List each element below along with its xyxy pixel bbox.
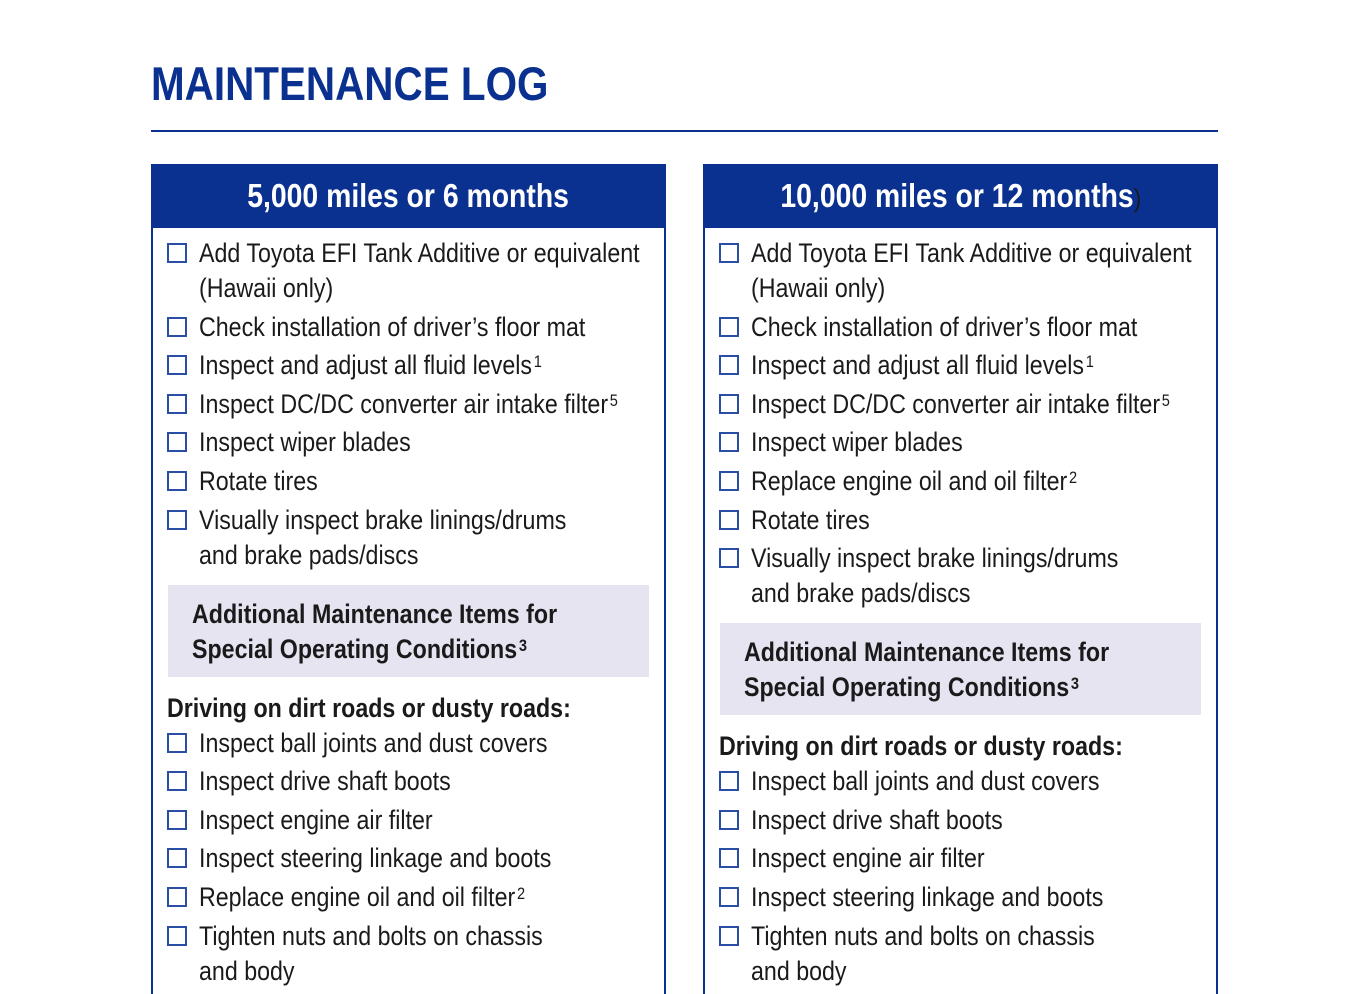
checklist-item[interactable] [167,764,650,799]
column-body [153,228,664,989]
checkbox[interactable] [719,432,739,452]
checklist-item-label: Inspect DC/DC converter air intake filter [199,388,609,419]
special-conditions-banner [720,623,1201,715]
checklist-item-label: Inspect drive shaft boots [751,804,1003,835]
checkbox[interactable] [719,810,739,830]
checkbox[interactable] [719,394,739,414]
checklist-item-text [199,348,598,383]
checklist-item-label: Inspect steering linkage and boots [199,843,552,874]
checklist-item-label: Add Toyota EFI Tank Additive or equivalent [199,238,640,268]
footnote-marker: 2 [516,883,526,903]
special-banner-line2: Special Operating Conditions [192,633,518,664]
checklist-item-label: Check installation of driver’s floor mat [199,311,586,342]
checklist-item[interactable] [167,503,650,573]
checkbox[interactable] [719,548,739,568]
checklist-item[interactable] [719,841,1202,876]
checklist-item[interactable] [719,764,1202,799]
checkbox[interactable] [167,810,187,830]
checklist-item[interactable] [167,236,650,306]
checklist-item-label: Inspect DC/DC converter air intake filter [751,388,1161,419]
checklist-item-label: Inspect ball joints and dust covers [751,766,1100,797]
checklist-item-text [751,880,1161,915]
checklist-item-text [199,387,686,422]
checkbox[interactable] [167,733,187,753]
checklist-item-text [751,348,1150,383]
checklist-item-text [199,503,626,573]
checklist-item-text [751,764,1156,799]
checklist-item-label: Check installation of driver’s floor mat [751,311,1138,342]
footnote-marker: 3 [1070,674,1079,694]
checklist-item-label: Tighten nuts and bolts on chassis [751,920,1095,951]
maintenance-checklist [167,236,650,573]
column-body [705,228,1216,989]
checklist-item[interactable] [719,503,1202,538]
special-conditions-banner [168,585,649,677]
dusty-roads-subheading: Driving on dirt roads or dusty roads: [719,731,1123,762]
checklist-item-label: Inspect ball joints and dust covers [199,727,548,758]
checklist-item[interactable] [167,919,650,989]
checklist-item-label: Inspect engine air filter [751,843,985,874]
checklist-item-label: Inspect engine air filter [199,804,433,835]
checkbox[interactable] [719,355,739,375]
checklist-item[interactable] [167,425,650,460]
checklist-item-label: Tighten nuts and bolts on chassis [199,920,543,951]
checklist-item-label: and brake pads/discs [751,578,971,609]
checklist-item[interactable] [719,310,1202,345]
header-trailing-mark: ) [1133,183,1141,213]
checklist-item-text [751,803,1044,838]
checklist-item-text [199,841,609,876]
checklist-item[interactable] [719,425,1202,460]
checkbox[interactable] [719,926,739,946]
special-banner-line2: Special Operating Conditions [744,672,1070,703]
checklist-item-text [199,425,445,460]
column-5000-miles [151,164,666,994]
column-header-label: 10,000 miles or 12 months [780,177,1134,214]
checkbox[interactable] [719,471,739,491]
footnote-marker: 2 [1068,467,1078,487]
dusty-roads-checklist [167,726,650,989]
checkbox[interactable] [167,355,187,375]
checkbox[interactable] [719,243,739,263]
checklist-item-label: Inspect steering linkage and boots [751,881,1104,912]
checkbox[interactable] [167,510,187,530]
checklist-item-text [199,236,711,306]
checklist-item-label: Replace engine oil and oil filter [751,465,1068,496]
checklist-item-label: Inspect wiper blades [199,427,411,458]
checklist-item[interactable] [719,541,1202,611]
checklist-item-text [751,503,889,538]
checklist-item-label: Inspect wiper blades [751,427,963,458]
checkbox[interactable] [167,432,187,452]
checklist-item[interactable] [719,803,1202,838]
checkbox[interactable] [167,771,187,791]
page-title: MAINTENANCE LOG [151,57,549,110]
checkbox[interactable] [167,848,187,868]
checklist-item[interactable] [167,726,650,761]
checklist-item-text [199,464,337,499]
checklist-item-label: and body [199,955,295,986]
checklist-item[interactable] [167,880,650,915]
checklist-item-label: and brake pads/discs [199,539,419,570]
checklist-item-text [751,541,1178,611]
checkbox[interactable] [719,771,739,791]
checklist-item-text [751,841,1023,876]
checklist-item-label: (Hawaii only) [751,273,886,303]
checklist-item-label: (Hawaii only) [199,273,334,303]
checklist-item-text [199,803,471,838]
maintenance-checklist [719,236,1202,611]
checkbox[interactable] [167,317,187,337]
column-header [153,166,664,228]
column-header [705,166,1216,228]
checklist-item[interactable] [719,236,1202,306]
footnote-marker: 5 [1161,390,1170,410]
footnote-marker: 3 [518,635,527,655]
column-header-label: 5,000 miles or 6 months [247,177,570,214]
checklist-item-text [751,387,1238,422]
checklist-item[interactable] [167,464,650,499]
dusty-roads-subheading: Driving on dirt roads or dusty roads: [167,692,571,723]
footnote-marker: 5 [609,390,618,410]
dusty-roads-checklist [719,764,1202,988]
checklist-item-text [751,464,1130,499]
checklist-item[interactable] [719,348,1202,383]
checklist-item[interactable] [167,841,650,876]
checklist-item-label: and body [751,955,847,986]
checkbox[interactable] [719,510,739,530]
checklist-item-text [751,310,1200,345]
checklist-item-label: Inspect and adjust all fluid levels [199,350,533,381]
checklist-item[interactable] [719,464,1202,499]
checklist-item-text [199,764,492,799]
checklist-item[interactable] [719,387,1202,422]
footnote-marker: 1 [1085,352,1094,372]
checklist-item-text [199,310,648,345]
checkbox[interactable] [167,471,187,491]
checklist-item-text [199,726,604,761]
checkbox[interactable] [167,243,187,263]
checklist-item[interactable] [719,919,1202,989]
special-banner-line1: Additional Maintenance Items for [744,637,1110,668]
checklist-item[interactable] [167,310,650,345]
special-banner-line1: Additional Maintenance Items for [192,598,558,629]
checkbox[interactable] [167,887,187,907]
checklist-item-text [751,425,997,460]
checklist-item-label: Visually inspect brake linings/drums [751,543,1119,574]
footnote-marker: 1 [533,352,542,372]
checklist-item[interactable] [719,880,1202,915]
checklist-item[interactable] [167,348,650,383]
checklist-item-text [199,880,578,915]
checklist-item[interactable] [167,387,650,422]
checkbox[interactable] [167,926,187,946]
checklist-item-text [751,919,1151,989]
checklist-item-label: Rotate tires [751,504,870,535]
checkbox[interactable] [719,317,739,337]
checklist-item[interactable] [167,803,650,838]
checklist-item-label: Rotate tires [199,465,318,496]
title-divider [151,130,1218,132]
checklist-item-label: Add Toyota EFI Tank Additive or equivalent [751,238,1192,268]
checkbox[interactable] [167,394,187,414]
checkbox[interactable] [719,848,739,868]
checklist-item-label: Replace engine oil and oil filter [199,881,516,912]
checklist-item-label: Inspect drive shaft boots [199,766,451,797]
checklist-item-text [751,236,1263,306]
checklist-item-text [199,919,599,989]
checkbox[interactable] [719,887,739,907]
checklist-item-label: Visually inspect brake linings/drums [199,504,567,535]
checklist-item-label: Inspect and adjust all fluid levels [751,350,1085,381]
column-10000-miles [703,164,1218,994]
